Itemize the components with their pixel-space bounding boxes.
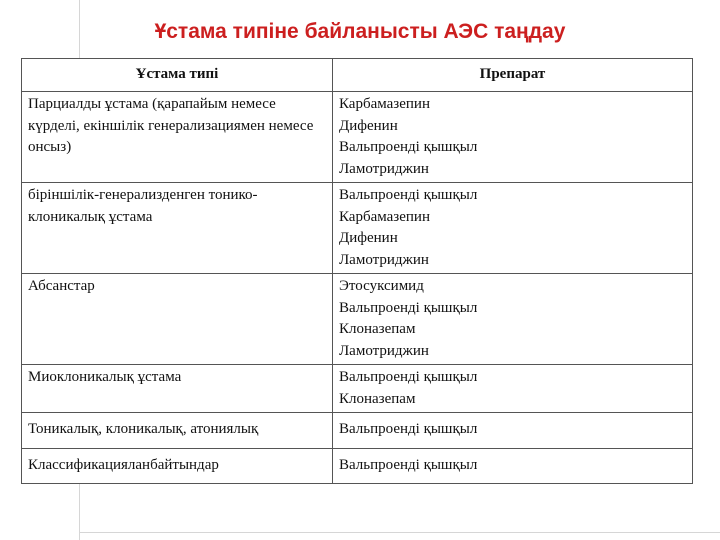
drug-cell bbox=[333, 448, 693, 484]
seizure-type-cell: Парциалды ұстама (қарапайым немесе күрделі, екіншілік генерализациямен немесе онсыз) bbox=[22, 92, 333, 183]
seizure-type-cell: Абсанстар bbox=[22, 274, 333, 365]
drug-item: Клоназепам bbox=[339, 321, 416, 337]
table-row bbox=[22, 183, 693, 274]
slide-bottom-line bbox=[80, 532, 720, 533]
drug-item: Ламотриджин bbox=[339, 251, 429, 268]
drug-item: Дифенин bbox=[339, 230, 398, 246]
drug-item: Вальпроенді қышқыл bbox=[339, 456, 478, 473]
drug-item: Этосуксимид bbox=[339, 278, 424, 294]
drug-item: Вальпроенді қышқыл bbox=[339, 421, 478, 437]
drug-item: Карбамазепин bbox=[339, 208, 430, 225]
drug-cell bbox=[333, 183, 693, 274]
table-row bbox=[22, 448, 693, 484]
seizure-type-cell: Классификацияланбайтындар bbox=[22, 448, 333, 484]
header-seizure-type: Ұстама типі bbox=[22, 59, 333, 92]
drug-item: Ламотриджин bbox=[339, 342, 429, 359]
seizure-type-cell: Тоникалық, клоникалық, атониялық bbox=[22, 413, 333, 449]
drug-item: Ламотриджин bbox=[339, 160, 429, 177]
drug-cell bbox=[333, 274, 693, 365]
seizure-type-cell: біріншілік-генерализденген тонико-клоникалық ұстама bbox=[22, 183, 333, 274]
drug-cell bbox=[333, 413, 693, 449]
table-header-row bbox=[22, 59, 693, 92]
drug-item: Вальпроенді қышқыл bbox=[339, 139, 478, 155]
drug-item: Дифенин bbox=[339, 117, 398, 134]
table-row bbox=[22, 413, 693, 449]
drug-cell bbox=[333, 365, 693, 413]
drug-item: Вальпроенді қышқыл bbox=[339, 369, 478, 385]
drug-item: Вальпроенді қышқыл bbox=[339, 187, 478, 203]
drug-item: Карбамазепин bbox=[339, 96, 430, 112]
slide-title: Ұстама типіне байланысты АЭС таңдау bbox=[154, 20, 566, 43]
aed-selection-table bbox=[21, 58, 693, 484]
drug-item: Клоназепам bbox=[339, 390, 416, 407]
table-row bbox=[22, 365, 693, 413]
seizure-type-cell: Миоклоникалық ұстама bbox=[22, 365, 333, 413]
drug-item: Вальпроенді қышқыл bbox=[339, 299, 478, 316]
table-row bbox=[22, 274, 693, 365]
header-drug: Препарат bbox=[333, 59, 693, 92]
table-row bbox=[22, 92, 693, 183]
drug-cell bbox=[333, 92, 693, 183]
